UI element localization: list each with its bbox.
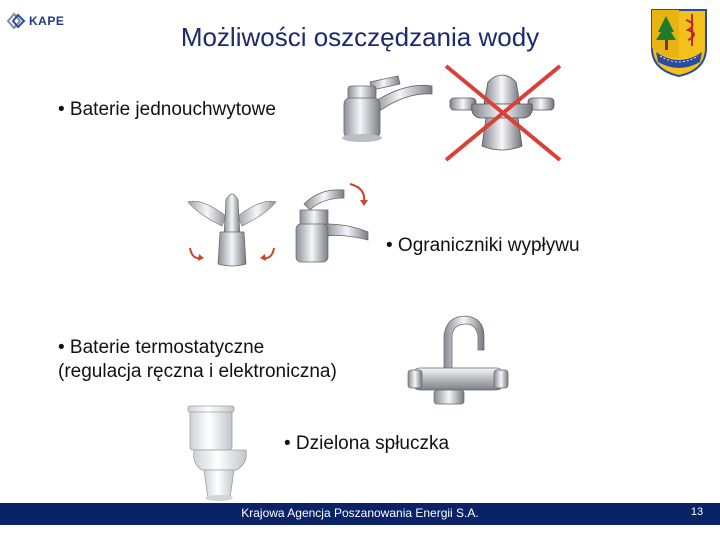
toilet-icon [184,404,252,502]
josefow-crest-icon [648,6,710,78]
bullet-single-lever: • Baterie jednouchwytowe [58,99,276,120]
bullet-thermostatic [58,336,337,384]
bullet-dual-flush: • Dzielona spłuczka [284,433,450,454]
footer-organization: Krajowa Agencja Poszanowania Energii S.A. [241,506,479,520]
red-x-icon [440,62,566,164]
page-number: 13 [690,506,704,518]
lever-motion-icon [182,186,282,268]
bullet-thermostatic-line2: (regulacja ręczna i elektroniczna) [58,361,337,382]
single-lever-tap-icon [336,72,440,146]
flow-limiter-tap-icon [284,180,376,266]
kape-logo-text: KAPE [29,14,65,28]
thermostatic-tap-icon [404,310,510,410]
slide-title: Możliwości oszczędzania wody [180,22,540,52]
bullet-flow-limiters: • Ograniczniki wypływu [386,235,580,256]
bullet-thermostatic-line1: • Baterie termostatyczne [58,337,265,358]
